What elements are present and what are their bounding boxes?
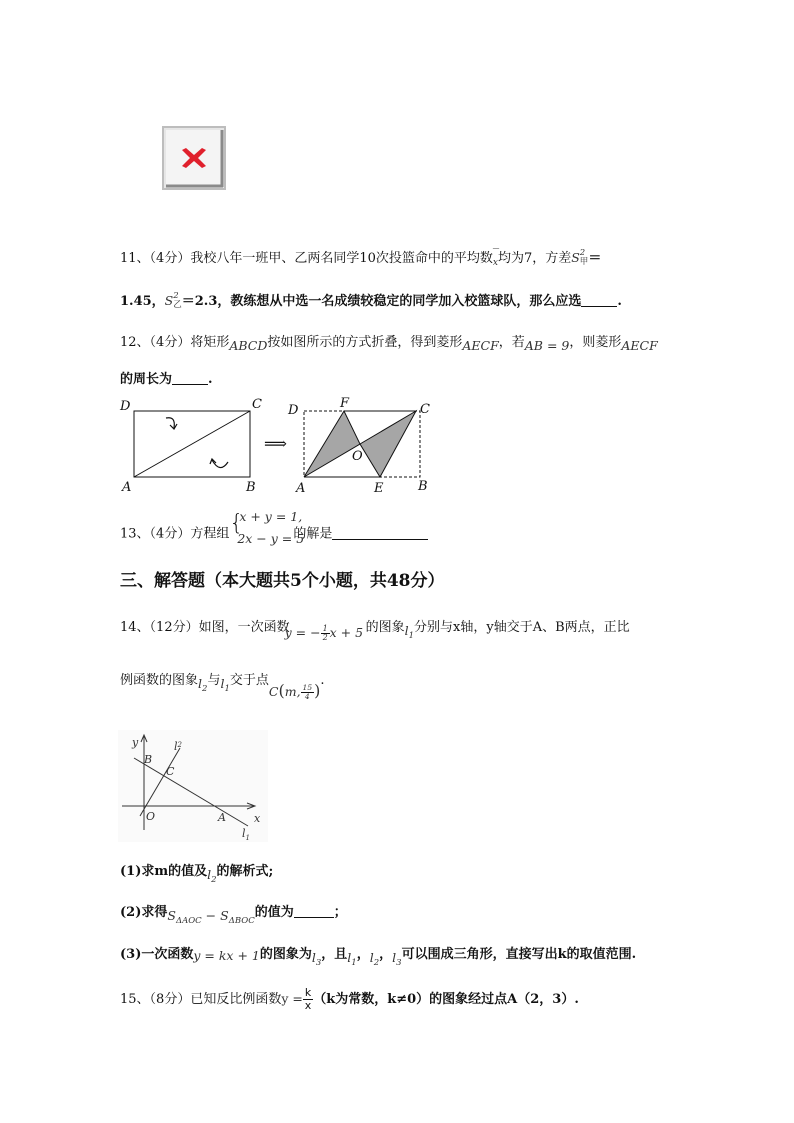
q15-line: 15、（8分）已知反比例函数y = $\frac{k}{x}$ （k为常数，k≠0）的图象经过点A（2，3）. [120, 986, 579, 1012]
q14-linear-func: y = − $\frac{1}{2}$ x + 5 [284, 624, 364, 642]
fig-label-l1: $l_1$ [242, 827, 250, 842]
fold-arrow: ⟹ [264, 434, 287, 453]
section-heading: 三、解答题（本大题共5个小题，共48分） [120, 571, 445, 591]
equation-system: { x + y = 1, 2x − y = 5 [229, 509, 305, 546]
fig-point-A: A [218, 811, 226, 824]
q11-line1: 11、（4分）我校八年一班甲、乙两名同学10次投篮命中的平均数 ‾ $_x$均为7，方差S 2 甲 ＝ [120, 245, 602, 268]
fig-left-C: C [252, 397, 262, 412]
variance-yi: S 2 乙 [164, 291, 182, 310]
fig-point-C: C [166, 765, 175, 778]
q12-answer-blank[interactable] [172, 370, 208, 385]
q12-figure [116, 394, 446, 498]
q14-line2: 例函数的图象$l_2$与$l_1$交于点C(m, $\frac{15}{4}$ ). [120, 673, 325, 701]
fig-right-A: A [296, 481, 306, 496]
fig-left-D: D [120, 399, 131, 414]
broken-image-icon [162, 126, 226, 190]
fig-axis-y: y [132, 736, 139, 749]
variance-jia: S 2 甲 [571, 248, 589, 267]
fig-right-B: B [418, 479, 428, 494]
q14-part3: (3)一次函数y = kx + 1的图象为$l_3$，且$l_1$，$l_2$，$l_3$可以围成三角形，直接写出k的取值范围. [120, 947, 637, 968]
q14-part2: (2)求得$S_{\Delta AOC} - S_{\Delta BOC}$的值为 ； [120, 905, 347, 926]
q12-line2: 的周长为 . [120, 372, 213, 387]
fig-origin-O: O [146, 810, 156, 823]
fig-point-B: B [144, 753, 153, 766]
fig-axis-x: x [254, 812, 261, 825]
point-c: C(m, $\frac{15}{4}$ ) [268, 681, 321, 701]
q13-line: 13、（4分）方程组 { x + y = 1, 2x − y = 5 的解是 [120, 519, 428, 549]
fig-right-O: O [352, 449, 363, 464]
fig-left-A: A [122, 480, 132, 495]
fig-left-B: B [246, 480, 256, 495]
q13-answer-blank[interactable] [332, 525, 428, 540]
x-bar: ‾ $_x$ [492, 245, 500, 268]
fig-right-F: F [340, 396, 350, 411]
q12-line1: 12、（4分）将矩形ABCD按如图所示的方式折叠，得到菱形AECF，若AB = 9，则菱形AECF [120, 335, 658, 353]
q14-part1: (1)求m的值及$l_2$的解析式; [120, 864, 274, 885]
q11-line2: 1.45，S 2 乙 ＝2.3，教练想从中选一名成绩较稳定的同学加入校篮球队，那么应选 . [120, 291, 622, 310]
q14-line1: 14、（12分）如图，一次函数 y = − $\frac{1}{2}$ x + 5 的图象$l_1$分别与x轴，y轴交于A、B两点，正比 [120, 611, 630, 646]
fig-right-E: E [374, 481, 384, 496]
fig-right-D: D [288, 403, 299, 418]
q14-figure [118, 730, 268, 842]
fig-right-C: C [420, 402, 430, 417]
fig-label-l2: $l^2$ [174, 740, 182, 753]
q11-answer-blank[interactable] [581, 292, 617, 307]
q14-answer-blank[interactable] [294, 903, 334, 918]
